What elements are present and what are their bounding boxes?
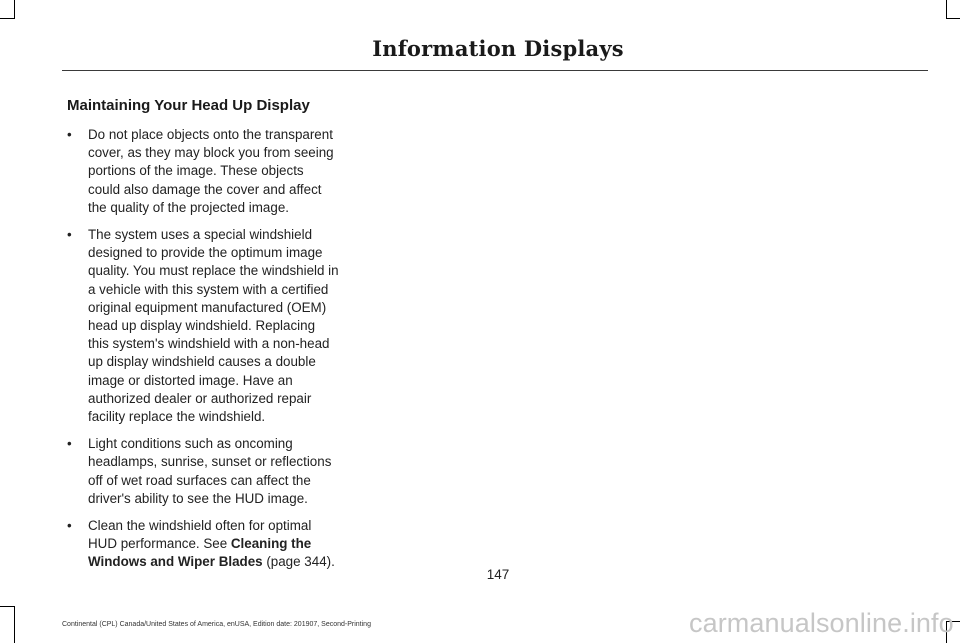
section-heading: Maintaining Your Head Up Display xyxy=(67,97,310,114)
crop-mark-top-right-v xyxy=(946,0,947,18)
crop-mark-top-right-h xyxy=(946,18,960,19)
bullet-icon: • xyxy=(67,227,72,243)
page-reference: (page 344). xyxy=(262,554,335,570)
page-header-title: Information Displays xyxy=(372,36,624,61)
bullet-icon: • xyxy=(67,436,72,452)
watermark: carmanualsonline.info xyxy=(689,608,954,638)
header-divider xyxy=(62,70,928,71)
bullet-icon: • xyxy=(67,127,72,142)
list-item xyxy=(67,435,339,508)
footer-edition-info: Continental (CPL) Canada/United States of America, enUSA, Edition date: 201907, Second-Printing xyxy=(62,621,371,628)
list-item-text: The system uses a special windshield designed to provide the optimum image quality. You must replace the windshield in a vehicle with this system with a certified original equipment manufactured (OEM) head up display windshield. Replacing this system's windshield with a non-head up display windshield causes a double image or distorted image. Have an authorized dealer or authorized repair facility replace the windshield. xyxy=(88,227,339,425)
main-content xyxy=(67,97,339,581)
page-number: 147 xyxy=(486,567,510,582)
cross-reference-link[interactable]: Cleaning the Windows and Wiper Blades xyxy=(88,536,312,570)
crop-mark-bottom-left-v xyxy=(14,606,15,643)
list-item-text: Do not place objects onto the transparent cover, as they may block you from seeing portions of the image. These objects could also damage the cover and affect the quality of the projected image. xyxy=(88,127,334,215)
list-item xyxy=(67,126,339,217)
list-item-text: Clean the windshield often for optimal HUD performance. See xyxy=(88,518,312,552)
bullet-list xyxy=(67,126,339,572)
crop-mark-top-left-v xyxy=(14,0,15,18)
list-item-text: Light conditions such as oncoming headlamps, sunrise, sunset or reflections off of wet road surfaces can affect the driver's ability to see the HUD image. xyxy=(88,436,332,506)
bullet-icon: • xyxy=(67,518,72,534)
crop-mark-bottom-left-h xyxy=(0,606,15,607)
crop-mark-top-left-h xyxy=(0,18,15,19)
list-item xyxy=(67,517,339,572)
list-item xyxy=(67,226,339,426)
